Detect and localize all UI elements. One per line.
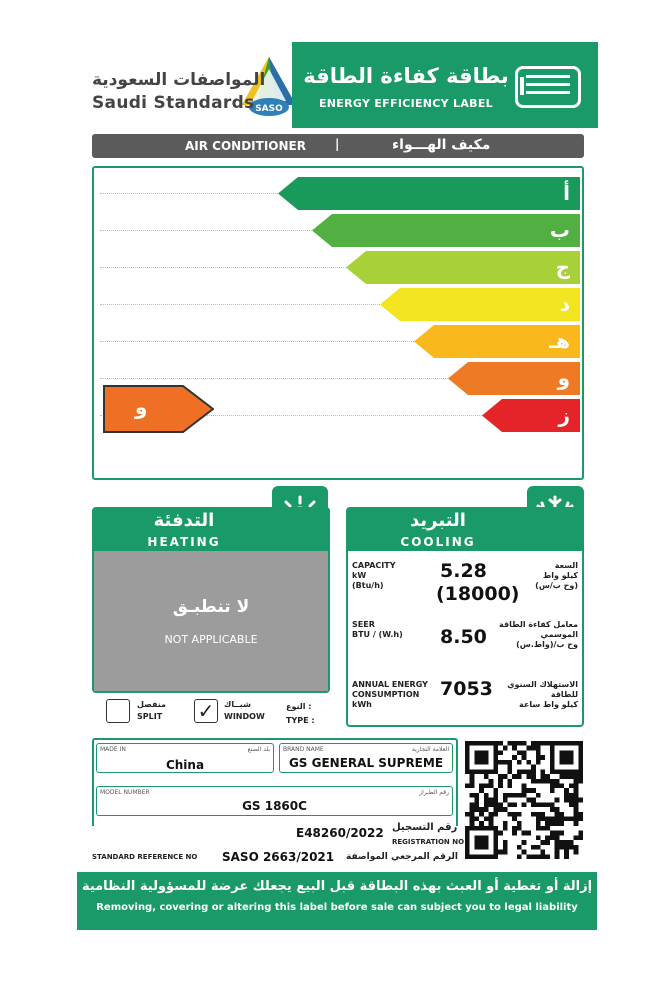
heating-title-ar: التدفئة bbox=[153, 510, 215, 531]
annual-energy-label-ar: الاستهلاك السنوي للطاقة كيلو واط ساعة bbox=[507, 680, 578, 709]
scale-guide-line bbox=[100, 193, 278, 194]
label-title-en: ENERGY EFFICIENCY LABEL bbox=[318, 97, 493, 110]
capacity-btu-value: (18000) bbox=[436, 583, 520, 605]
split-checkbox bbox=[106, 699, 130, 723]
category-bar bbox=[92, 134, 584, 158]
heating-title-en: HEATING bbox=[147, 535, 221, 549]
cooling-title-ar: التبريد bbox=[410, 510, 466, 531]
category-separator: | bbox=[335, 137, 340, 151]
seer-label-ar: معامل كفاءة الطاقة الموسمي وح ب/(واط.س) bbox=[499, 620, 578, 649]
window-label-en: WINDOW bbox=[224, 712, 265, 721]
brand-value: GS GENERAL SUPREME bbox=[288, 756, 444, 770]
saso-name-ar: المواصفات السعودية bbox=[92, 70, 266, 90]
annual-energy-value: 7053 bbox=[440, 678, 493, 700]
type-label-ar: النوع : bbox=[286, 702, 312, 711]
category-en: AIR CONDITIONER bbox=[185, 139, 306, 153]
scale-guide-line bbox=[100, 341, 414, 342]
rating-indicator-letter: و bbox=[135, 395, 148, 419]
grade-arrow bbox=[448, 362, 580, 395]
grade-arrow bbox=[346, 251, 580, 284]
standard-value: SASO 2663/2021 bbox=[222, 850, 335, 864]
standard-label-ar: الرقم المرجعي المواصفة bbox=[346, 852, 458, 862]
grade-letter: ز bbox=[558, 403, 570, 427]
scale-guide-line bbox=[100, 267, 346, 268]
window-label-ar: شبــاك bbox=[224, 700, 251, 709]
grade-arrow bbox=[482, 399, 580, 432]
seer-value: 8.50 bbox=[440, 626, 487, 648]
grade-letter: د bbox=[559, 292, 570, 316]
split-label-en: SPLIT bbox=[137, 712, 163, 721]
made-in-field: MADE IN بلد الصنع China bbox=[96, 743, 274, 773]
scale-guide-line bbox=[100, 378, 448, 379]
not-applicable-en: NOT APPLICABLE bbox=[164, 633, 258, 646]
grade-letter: و bbox=[557, 366, 570, 390]
capacity-label-ar: السعة كيلو واط (وح ب/س) bbox=[535, 561, 578, 590]
saso-name-en: Saudi Standards bbox=[92, 93, 255, 113]
footer-warning-ar: إزالة أو تغطية أو العبث بهذه البطاقة قبل البيع يجعلك عرضة للمسؤولية النظامية bbox=[81, 879, 593, 894]
registration-label-ar: رقم التسجيل bbox=[392, 822, 458, 833]
scale-guide-line bbox=[100, 230, 312, 231]
standard-label-en: STANDARD REFERENCE NO bbox=[92, 853, 198, 861]
split-label-ar: منفصل bbox=[137, 700, 166, 709]
scale-guide-line bbox=[100, 304, 380, 305]
grade-arrow bbox=[380, 288, 580, 321]
category-ar: مكيف الهـــواء bbox=[392, 137, 491, 153]
registration-label-en: REGISTRATION NO bbox=[392, 838, 465, 846]
grade-letter: ج bbox=[555, 255, 570, 279]
air-conditioner-icon bbox=[515, 66, 581, 108]
saso-logo-block bbox=[70, 55, 290, 125]
saso-logo-icon bbox=[240, 55, 298, 125]
annual-energy-label-en: ANNUAL ENERGY CONSUMPTION kWh bbox=[352, 680, 428, 709]
label-title-ar: بطاقة كفاءة الطاقة bbox=[303, 64, 509, 88]
not-applicable-ar: لا تنطبـق bbox=[172, 597, 250, 617]
brand-field: BRAND NAME العلامة التجارية GS GENERAL SUPREME bbox=[279, 743, 453, 773]
seer-label-en: SEER BTU / (W.h) bbox=[352, 620, 403, 639]
registration-value: E48260/2022 bbox=[296, 826, 384, 840]
saso-logo-text: SASO bbox=[255, 104, 283, 114]
qr-code bbox=[465, 741, 583, 859]
footer-warning-en: Removing, covering or altering this label before sale can subject you to legal liability bbox=[96, 902, 578, 913]
grade-arrow bbox=[312, 214, 580, 247]
grade-letter: أ bbox=[563, 181, 570, 205]
grade-letter: هـ bbox=[549, 329, 570, 353]
window-checkbox: ✓ bbox=[194, 699, 218, 723]
model-field: MODEL NUMBER رقم الطـراز GS 1860C bbox=[96, 786, 453, 816]
made-in-value: China bbox=[165, 758, 205, 772]
rating-indicator bbox=[103, 385, 214, 433]
capacity-label-en: CAPACITY kW (Btu/h) bbox=[352, 561, 396, 590]
model-value: GS 1860C bbox=[242, 799, 307, 813]
capacity-kw-value: 5.28 bbox=[440, 560, 487, 582]
heating-not-applicable-area bbox=[94, 551, 328, 691]
cooling-title-en: COOLING bbox=[400, 535, 476, 549]
type-label-en: TYPE : bbox=[286, 716, 315, 725]
grade-arrow bbox=[278, 177, 580, 210]
grade-arrow bbox=[414, 325, 580, 358]
grade-letter: ب bbox=[549, 218, 570, 242]
